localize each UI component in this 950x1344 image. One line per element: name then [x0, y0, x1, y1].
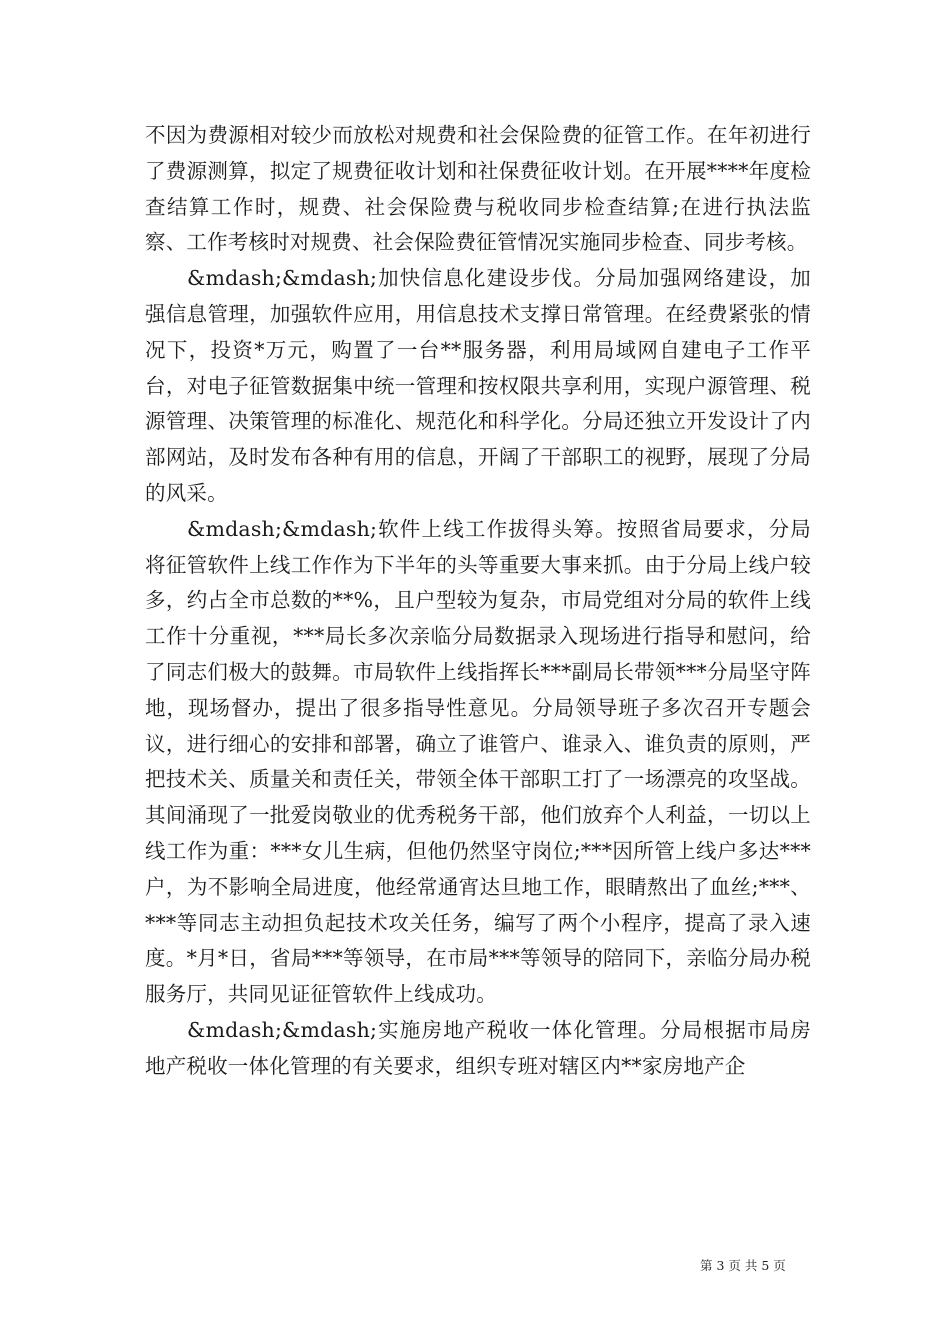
- paragraph-fee-collection: 不因为费源相对较少而放松对规费和社会保险费的征管工作。在年初进行了费源测算，拟定了规费征收计划和社保费征收计划。在开展****年度检查结算工作时，规费、社会保险费与税收同步检查结算;在进行执法监察、工作考核时对规费、社会保险费征管情况实施同步检查、同步考核。: [145, 123, 811, 255]
- document-body: [145, 118, 811, 1085]
- page-number-footer: 第 3 页 共 5 页: [700, 1258, 786, 1273]
- paragraph-informatization: &mdash;&mdash;加快信息化建设步伐。分局加强网络建设，加强信息管理，加强软件应用，用信息技术支撑日常管理。在经费紧张的情况下，投资*万元，购置了一台**服务器，利用局域网自建电子工作平台，对电子征管数据集中统一管理和按权限共享利用，实现户源管理、税源管理、决策管理的标准化、规范化和科学化。分局还独立开发设计了内部网站，及时发布各种有用的信息，开阔了干部职工的视野，展现了分局的风采。: [145, 266, 811, 505]
- paragraph-real-estate-tax: &mdash;&mdash;实施房地产税收一体化管理。分局根据市局房地产税收一体化管理的有关要求，组织专班对辖区内**家房地产企: [145, 1017, 811, 1078]
- paragraph-software-launch: &mdash;&mdash;软件上线工作拔得头筹。按照省局要求，分局将征管软件上线工作作为下半年的头等重要大事来抓。由于分局上线户较多，约占全市总数的**%，且户型较为复杂，市局党组对分局的软件上线工作十分重视，***局长多次亲临分局数据录入现场进行指导和慰问，给了同志们极大的鼓舞。市局软件上线指挥长***副局长带领***分局坚守阵地，现场督办，提出了很多指导性意见。分局领导班子多次召开专题会议，进行细心的安排和部署，确立了谁管户、谁录入、谁负责的原则，严把技术关、质量关和责任关，带领全体干部职工打了一场漂亮的攻坚战。其间涌现了一批爱岗敬业的优秀税务干部，他们放弃个人利益，一切以上线工作为重：***女儿生病，但他仍然坚守岗位;***因所管上线户多达***户，为不影响全局进度，他经常通宵达旦地工作，眼睛熬出了血丝;***、***等同志主动担负起技术攻关任务，编写了两个小程序，提高了录入速度。*月*日，省局***等领导，在市局***等领导的陪同下，亲临分局办税服务厅，共同见证征管软件上线成功。: [145, 516, 811, 1007]
